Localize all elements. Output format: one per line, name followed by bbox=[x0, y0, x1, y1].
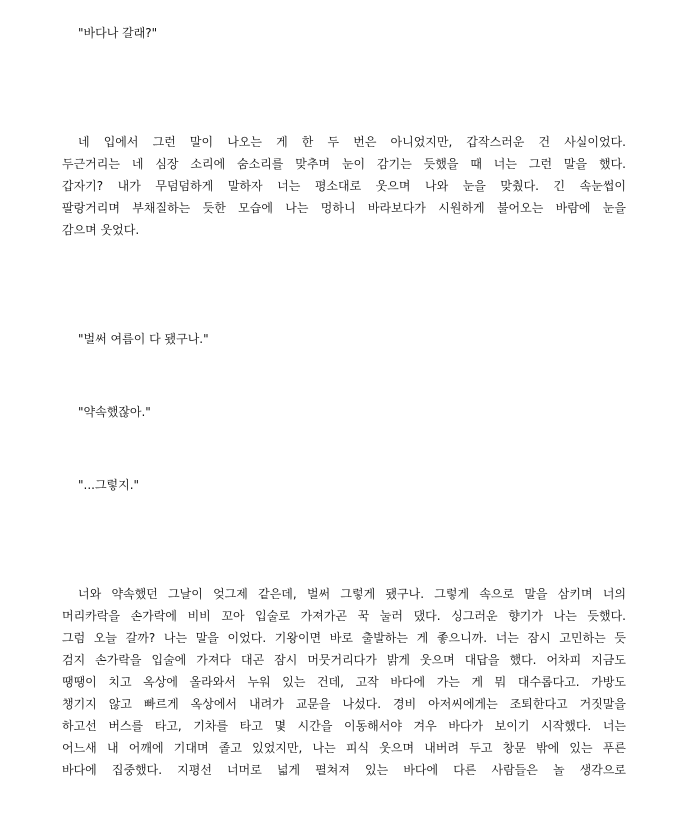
paragraph-2 bbox=[62, 583, 626, 781]
paragraph-line: 하고선 버스를 타고, 기차를 타고 몇 시간을 이동해서야 겨우 바다가 보이기 시작했다. 너는 bbox=[62, 719, 626, 733]
paragraph-line: 어느새 내 어깨에 기대며 졸고 있었지만, 나는 피식 웃으며 내버려 두고 창문 밖에 있는 푸른 bbox=[62, 741, 626, 755]
paragraph-line: 땡땡이 치고 옥상에 올라와서 누워 있는 건데, 고작 바다에 가는 게 뭐 대수롭다고. 가방도 bbox=[62, 675, 626, 689]
dialogue-line: "...그렇지." bbox=[78, 478, 140, 492]
paragraph-line: 머리카락을 손가락에 비비 꼬아 입술로 가져가곤 꾹 눌러 댔다. 싱그러운 향기가 나는 듯했다. bbox=[62, 609, 626, 623]
paragraph-line: 네 입에서 그런 말이 나오는 게 한 두 번은 아니었지만, 갑작스러운 건 사실이었다. bbox=[78, 135, 626, 149]
dialogue-line: "바다나 갈래?" bbox=[78, 26, 158, 40]
paragraph-1 bbox=[62, 131, 626, 241]
paragraph-line: 두근거리는 네 심장 소리에 숨소리를 맞추며 눈이 감기는 듯했을 때 너는 그런 말을 했다. bbox=[62, 157, 626, 171]
paragraph-line: 검지 손가락을 입술에 가져다 대곤 잠시 머뭇거리다가 밝게 웃으며 대답을 했다. 어차피 지금도 bbox=[62, 653, 626, 667]
paragraph-line: 갑자기? 내가 무덤덤하게 말하자 너는 평소대로 웃으며 나와 눈을 맞췄다. 긴 속눈썹이 bbox=[62, 179, 626, 193]
paragraph-line: 그럼 오늘 갈까? 나는 말을 이었다. 기왕이면 바로 출발하는 게 좋으니까. 너는 잠시 고민하는 듯 bbox=[62, 631, 626, 645]
paragraph-line: 챙기지 않고 빠르게 옥상에서 내려가 교문을 나섰다. 경비 아저씨에게는 조퇴한다고 거짓말을 bbox=[62, 697, 626, 711]
paragraph-line: 너와 약속했던 그날이 엊그제 같은데, 벌써 그렇게 됐구나. 그렇게 속으로 말을 삼키며 너의 bbox=[78, 587, 626, 601]
dialogue-line: "약속했잖아." bbox=[78, 405, 151, 419]
paragraph-line: 팔랑거리며 부채질하는 듯한 모습에 나는 멍하니 바라보다가 시원하게 불어오는 바람에 눈을 bbox=[62, 201, 626, 215]
paragraph-line: 바다에 집중했다. 지평선 너머로 넓게 펼쳐져 있는 바다에 다른 사람들은 놀 생각으로 bbox=[62, 763, 626, 777]
dialogue-line: "벌써 여름이 다 됐구나." bbox=[78, 332, 209, 346]
paragraph-line: 감으며 웃었다. bbox=[62, 223, 140, 237]
